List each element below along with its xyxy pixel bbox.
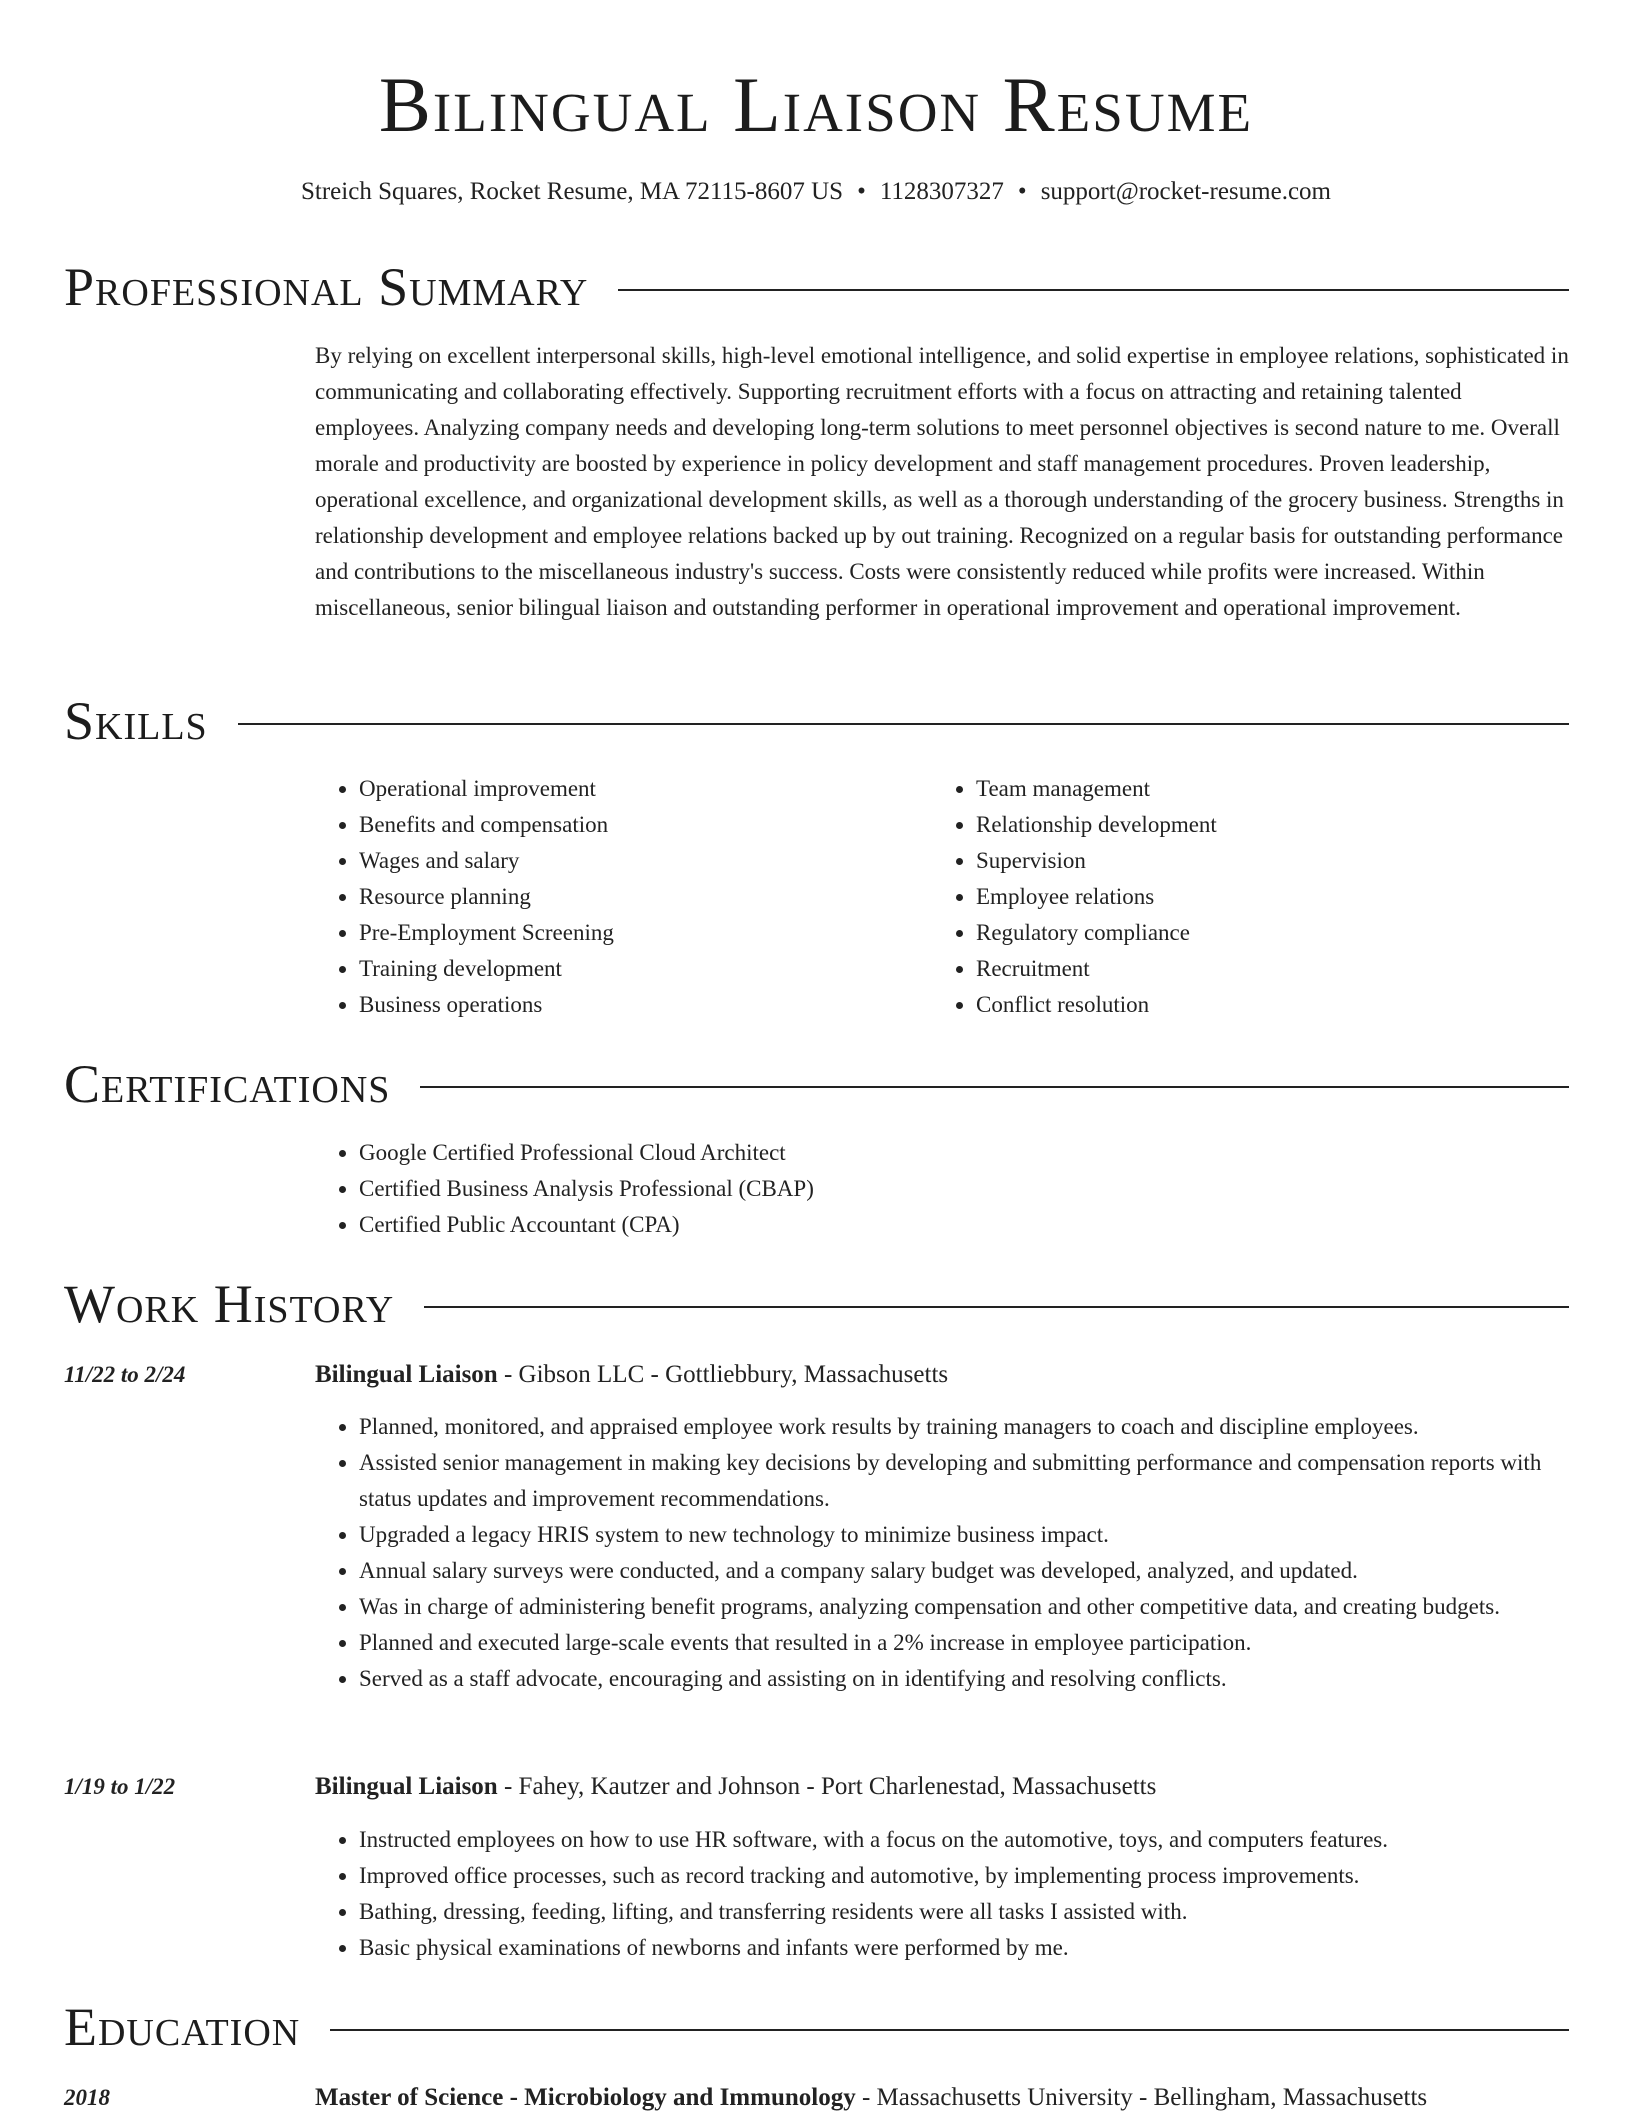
job-bullet: • Planned, monitored, and appraised employee work results by training managers to coach and discipline employees. <box>359 1409 1570 1445</box>
skill-item: • Regulatory compliance <box>976 915 1549 951</box>
skill-item: • Team management <box>976 771 1549 807</box>
job-bullet: • Upgraded a legacy HRIS system to new technology to minimize business impact. <box>359 1517 1570 1553</box>
job-bullet: • Improved office processes, such as record tracking and automotive, by implementing process improvements. <box>359 1858 1570 1894</box>
work-heading: Work History <box>64 1274 395 1334</box>
job-employer-location: - Fahey, Kautzer and Johnson - Port Charlenestad, Massachusetts <box>497 1773 1157 1800</box>
job-dates: 1/19 to 1/22 <box>64 1774 176 1799</box>
contact-email: support@rocket-resume.com <box>1040 178 1331 205</box>
skill-item: • Supervision <box>976 843 1549 879</box>
skill-item: • Wages and salary <box>359 843 932 879</box>
education-school-location: - Massachusetts University - Bellingham, Massachusetts <box>855 2084 1428 2111</box>
skills-grid <box>315 771 1570 1023</box>
job-bullet: • Bathing, dressing, feeding, lifting, and transferring residents were all tasks I assisted with. <box>359 1894 1570 1930</box>
job-bullet: • Assisted senior management in making key decisions by developing and submitting performance and compensation reports with status updates and improvement recommendations. <box>359 1445 1570 1517</box>
contact-phone: 1128307327 <box>879 178 1004 205</box>
skills-section-heading <box>64 688 1569 754</box>
job-title: Bilingual Liaison <box>315 1361 498 1388</box>
job-bullet: • Basic physical examinations of newborns and infants were performed by me. <box>359 1930 1570 1966</box>
job-bullets <box>315 1409 1570 1697</box>
contact-address: Streich Squares, Rocket Resume, MA 72115-8607 US <box>301 178 844 205</box>
job-bullet: • Planned and executed large-scale events that resulted in a 2% increase in employee participation. <box>359 1625 1570 1661</box>
section-divider <box>330 2029 1569 2031</box>
skill-item: • Recruitment <box>976 951 1549 987</box>
job-bullet: • Served as a staff advocate, encouraging and assisting on in identifying and resolving conflicts. <box>359 1661 1570 1697</box>
section-divider <box>420 1086 1569 1088</box>
job-employer-location: - Gibson LLC - Gottliebbury, Massachusetts <box>497 1361 949 1388</box>
resume-title: Bilingual Liaison Resume <box>378 61 1254 148</box>
skills-column-left <box>315 771 932 1023</box>
job-header <box>315 1769 1156 1805</box>
education-entry <box>315 2080 1427 2116</box>
education-section-heading <box>64 1994 1569 2060</box>
skill-item: • Employee relations <box>976 879 1549 915</box>
certification-item: • Google Certified Professional Cloud Architect <box>359 1135 1570 1171</box>
skill-item: • Business operations <box>359 987 932 1023</box>
contact-line <box>0 172 1632 212</box>
work-section-heading <box>64 1271 1569 1337</box>
job-bullet: • Was in charge of administering benefit programs, analyzing compensation and other competitive data, and creating budgets. <box>359 1589 1570 1625</box>
skills-column-right <box>932 771 1549 1023</box>
job-dates: 11/22 to 2/24 <box>64 1362 186 1387</box>
skill-item: • Training development <box>359 951 932 987</box>
skill-item: • Benefits and compensation <box>359 807 932 843</box>
summary-section-heading <box>64 254 1569 320</box>
job-header <box>315 1357 948 1393</box>
contact-separator: • <box>857 178 866 205</box>
job-bullet: • Annual salary surveys were conducted, and a company salary budget was developed, analyzed, and updated. <box>359 1553 1570 1589</box>
education-degree: Master of Science - Microbiology and Immunology <box>315 2084 856 2111</box>
certification-item: • Certified Public Accountant (CPA) <box>359 1207 1570 1243</box>
job-bullet: • Instructed employees on how to use HR software, with a focus on the automotive, toys, and computers features. <box>359 1822 1570 1858</box>
certifications-list <box>315 1135 1570 1243</box>
certification-item: • Certified Business Analysis Professional (CBAP) <box>359 1171 1570 1207</box>
job-bullets <box>315 1822 1570 1966</box>
section-divider <box>238 723 1569 725</box>
skill-item: • Pre-Employment Screening <box>359 915 932 951</box>
skill-item: • Operational improvement <box>359 771 932 807</box>
skills-heading: Skills <box>64 691 208 751</box>
section-divider <box>618 289 1569 291</box>
skill-item: • Conflict resolution <box>976 987 1549 1023</box>
summary-heading: Professional Summary <box>64 257 589 317</box>
education-year: 2018 <box>64 2085 110 2110</box>
job-title: Bilingual Liaison <box>315 1773 498 1800</box>
section-divider <box>424 1306 1569 1308</box>
contact-separator: • <box>1017 178 1027 205</box>
certifications-section-heading <box>64 1051 1569 1117</box>
skill-item: • Resource planning <box>359 879 932 915</box>
skill-item: • Relationship development <box>976 807 1549 843</box>
summary-text: By relying on excellent interpersonal skills, high-level emotional intelligence, and solid expertise in employee relations, sophisticated in communicating and collaborating effectively. Supporting recruitment efforts with a focus on attracting and retaining talented employees. Analyzing company needs and developing long-term solutions to meet personnel objectives is second nature to me. Overall morale and productivity are boosted by experience in policy development and staff management procedures. Proven leadership, operational excellence, and organizational development skills, as well as a thorough understanding of the grocery business. Strengths in relationship development and employee relations backed up by out training. Recognized on a regular basis for outstanding performance and contributions to the miscellaneous industry's success. Costs were consistently reduced while profits were increased. Within miscellaneous, senior bilingual liaison and outstanding performer in operational improvement and operational improvement. <box>315 343 1569 620</box>
education-heading: Education <box>64 1997 301 2057</box>
certifications-heading: Certifications <box>64 1054 391 1114</box>
